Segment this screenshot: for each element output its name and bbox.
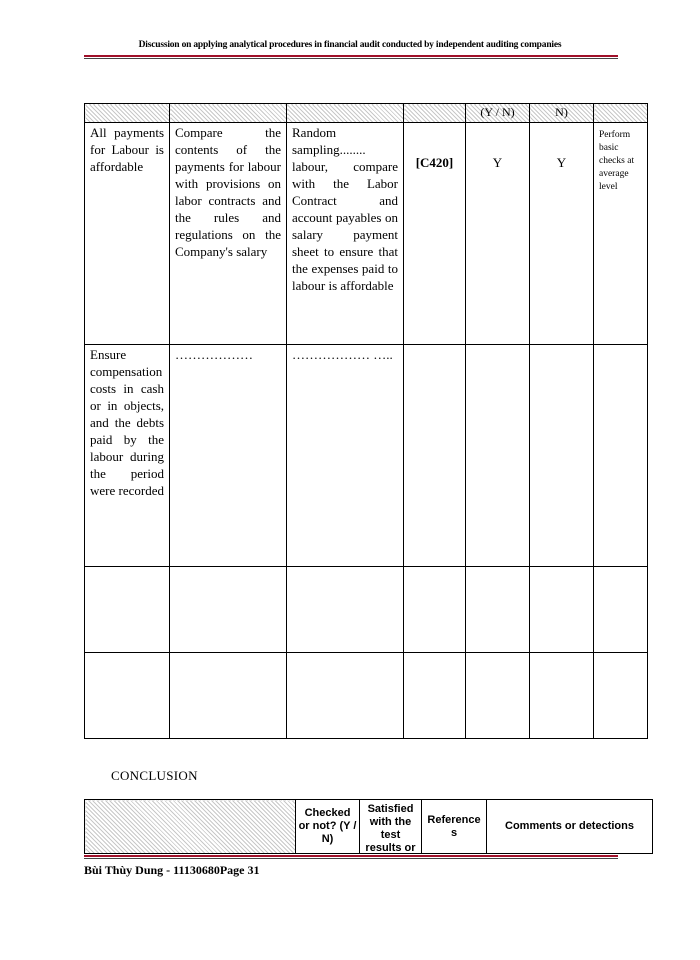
detail-cell: ……………… ….. — [292, 347, 393, 362]
checked-cell — [466, 345, 530, 567]
page-header-title: Discussion on applying analytical procedures in financial audit conducted by independent auditing companies — [138, 40, 562, 50]
header-cell — [404, 104, 466, 123]
satisfied-cell: Y — [556, 155, 567, 170]
footer-rule — [84, 855, 618, 857]
conclusion-header-row — [85, 800, 653, 854]
table-row-empty — [85, 567, 648, 653]
table-header-row — [85, 104, 648, 123]
satisfied-cell — [530, 345, 594, 567]
conclusion-col-checked: Checked or not? (Y / N) — [296, 800, 360, 854]
checked-cell: Y — [492, 155, 503, 170]
header-cell — [85, 104, 170, 123]
conclusion-table — [84, 799, 653, 854]
header-cell — [170, 104, 287, 123]
audit-procedures-table — [84, 103, 648, 739]
header-cell-satisfied: N) — [530, 104, 594, 123]
detail-cell: Random sampling........ labour, compare with the Labor Contract and account payables on salary payment sheet to ensure that the expenses paid to labour is affordable — [292, 125, 398, 293]
conclusion-col-comments: Comments or detections — [487, 800, 653, 854]
objective-cell: All payments for Labour is affordable — [90, 125, 164, 174]
table-row-empty — [85, 653, 648, 739]
table-row — [85, 345, 648, 567]
page-footer: Bùi Thùy Dung - 11130680Page 31 — [84, 863, 260, 877]
conclusion-heading: CONCLUSION — [111, 768, 198, 783]
header-cell — [287, 104, 404, 123]
comment-cell — [594, 345, 648, 567]
procedure-cell: Compare the contents of the payments for labour with provisions on labor contracts and the rules and regulations on the Company's salary — [175, 125, 281, 259]
reference-cell — [404, 345, 466, 567]
comment-cell: Perform basic checks at average level — [599, 130, 635, 192]
header-cell — [594, 104, 648, 123]
header-rule-thin — [84, 58, 618, 59]
table-row — [85, 123, 648, 345]
conclusion-col-references: References — [422, 800, 487, 854]
objective-cell: Ensure compensation costs in cash or in objects, and the debts paid by the labour during the period were recorded — [90, 347, 164, 498]
procedure-cell: ……………… — [175, 347, 253, 362]
footer-rule-thin — [84, 858, 618, 859]
header-rule — [84, 55, 618, 57]
conclusion-col-satisfied: Satisfied with the test results or — [360, 800, 422, 854]
header-cell-checked: (Y / N) — [466, 104, 530, 123]
conclusion-blank-cell — [85, 800, 296, 854]
reference-cell: [C420] — [415, 155, 454, 170]
